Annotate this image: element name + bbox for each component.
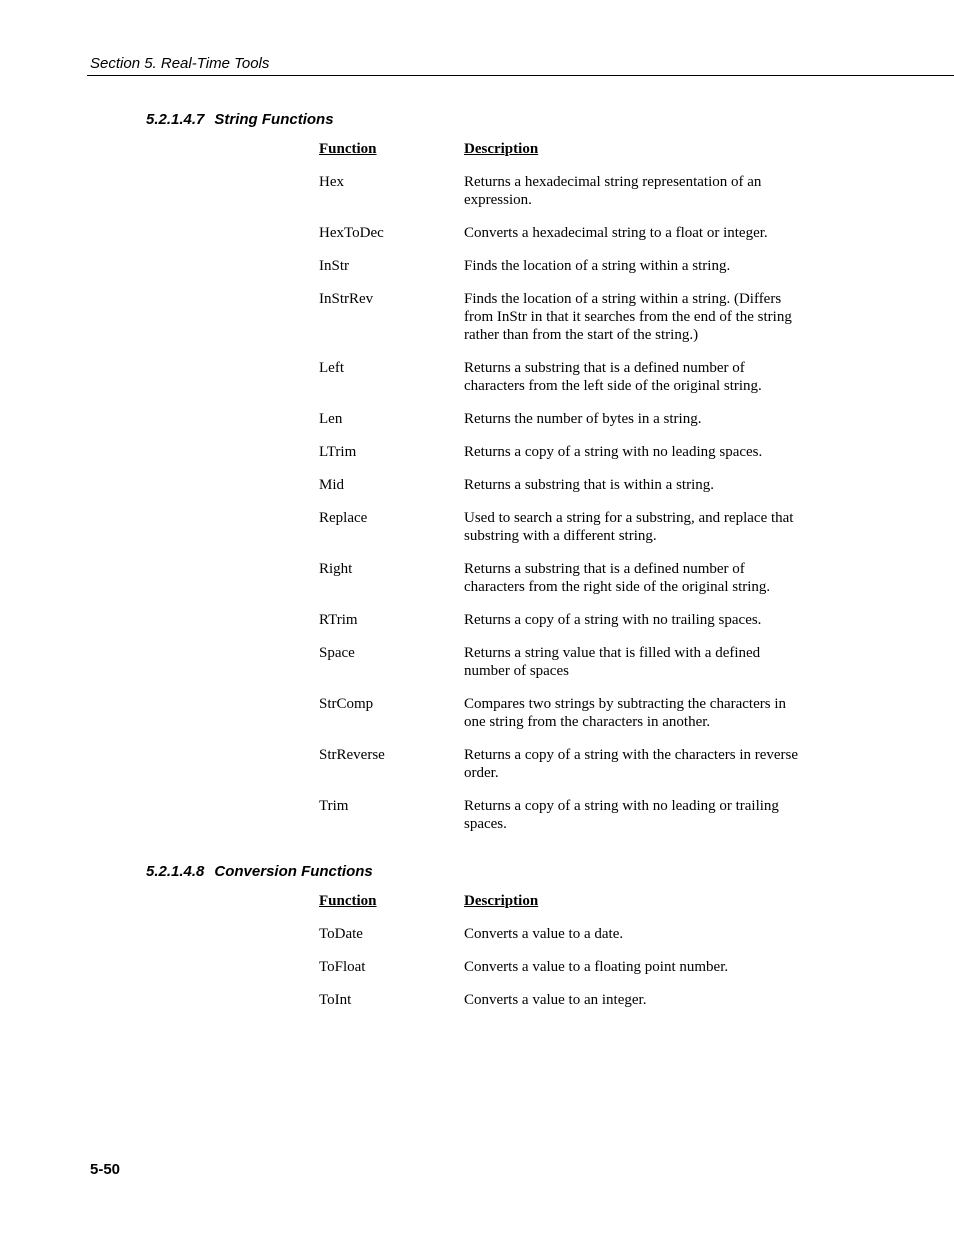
- function-description: [464, 746, 819, 782]
- section-title: String Functions: [214, 111, 334, 128]
- description-line: Returns a copy of a string with no leading or trailing: [464, 798, 779, 814]
- function-description: [464, 443, 819, 461]
- string-functions-table: [319, 140, 819, 833]
- function-description: [464, 359, 819, 395]
- section-heading-conversion-functions: [146, 863, 373, 881]
- function-description: [464, 509, 819, 545]
- table-row: [319, 173, 819, 209]
- function-name: RTrim: [319, 612, 358, 628]
- description-line: Used to search a string for a substring, and replace that: [464, 510, 794, 526]
- table-row: [319, 958, 819, 976]
- description-line: order.: [464, 765, 499, 781]
- description-line: from InStr in that it searches from the end of the string: [464, 309, 792, 325]
- section-title: Conversion Functions: [214, 863, 373, 880]
- header-rule: [87, 75, 954, 76]
- table-row: [319, 925, 819, 943]
- description-line: Finds the location of a string within a string. (Differs: [464, 291, 782, 307]
- description-line: Returns a copy of a string with the characters in reverse: [464, 747, 799, 763]
- function-name: Replace: [319, 510, 368, 526]
- description-line: Returns a substring that is a defined number of: [464, 360, 745, 376]
- table-row: [319, 509, 819, 545]
- section-number: 5.2.1.4.8: [146, 863, 205, 880]
- function-description: [464, 290, 819, 344]
- description-line: Returns a string value that is filled with a defined: [464, 645, 761, 661]
- function-description: [464, 925, 819, 943]
- description-line: Returns a substring that is a defined number of: [464, 561, 745, 577]
- description-line: expression.: [464, 192, 532, 208]
- function-description: [464, 224, 819, 242]
- description-line: one string from the characters in another.: [464, 714, 711, 730]
- function-description: [464, 257, 819, 275]
- function-description: [464, 173, 819, 209]
- function-description: [464, 560, 819, 596]
- section-number: 5.2.1.4.7: [146, 111, 205, 128]
- table-row: [319, 224, 819, 242]
- table-row: [319, 611, 819, 629]
- function-description: [464, 797, 819, 833]
- table-row: [319, 410, 819, 428]
- function-description: [464, 958, 819, 976]
- table-row: [319, 746, 819, 782]
- function-name: Mid: [319, 477, 345, 493]
- description-line: Returns a hexadecimal string representation of an: [464, 174, 762, 190]
- description-line: Converts a value to a floating point number.: [464, 959, 729, 975]
- function-name: LTrim: [319, 444, 357, 460]
- description-line: spaces.: [464, 816, 507, 832]
- description-line: Converts a hexadecimal string to a float or integer.: [464, 225, 768, 241]
- description-line: Returns a copy of a string with no trailing spaces.: [464, 612, 762, 628]
- function-name: Trim: [319, 798, 349, 814]
- table-row: [319, 257, 819, 275]
- running-header: Section 5. Real-Time Tools: [90, 55, 270, 72]
- function-description: [464, 410, 819, 428]
- function-name: Right: [319, 561, 353, 577]
- table-row: [319, 560, 819, 596]
- table-row: [319, 797, 819, 833]
- table-row: [319, 695, 819, 731]
- description-line: Returns a substring that is within a string.: [464, 477, 714, 493]
- function-name: InStrRev: [319, 291, 374, 307]
- description-line: Returns the number of bytes in a string.: [464, 411, 702, 427]
- table-row: [319, 476, 819, 494]
- table-row: [319, 443, 819, 461]
- column-header-description: Description: [464, 893, 539, 909]
- description-line: Converts a value to an integer.: [464, 992, 647, 1008]
- description-line: characters from the right side of the original string.: [464, 579, 771, 595]
- description-line: characters from the left side of the original string.: [464, 378, 762, 394]
- description-line: rather than from the start of the string.): [464, 327, 699, 343]
- column-header-function: Function: [319, 893, 377, 909]
- description-line: number of spaces: [464, 663, 569, 679]
- function-description: [464, 695, 819, 731]
- description-line: Converts a value to a date.: [464, 926, 624, 942]
- function-name: ToDate: [319, 926, 363, 942]
- column-header-description: Description: [464, 141, 539, 157]
- function-name: Left: [319, 360, 344, 376]
- function-name: Len: [319, 411, 343, 427]
- function-name: StrComp: [319, 696, 374, 712]
- function-description: [464, 611, 819, 629]
- description-line: Compares two strings by subtracting the characters in: [464, 696, 787, 712]
- function-description: [464, 991, 819, 1009]
- conversion-functions-table: [319, 892, 819, 1009]
- column-header-function: Function: [319, 141, 377, 157]
- table-row: [319, 991, 819, 1009]
- table-header-row: [319, 892, 819, 910]
- function-name: Hex: [319, 174, 344, 190]
- table-header-row: [319, 140, 819, 158]
- description-line: substring with a different string.: [464, 528, 657, 544]
- function-name: ToInt: [319, 992, 352, 1008]
- table-row: [319, 359, 819, 395]
- description-line: Finds the location of a string within a string.: [464, 258, 731, 274]
- function-description: [464, 644, 819, 680]
- description-line: Returns a copy of a string with no leading spaces.: [464, 444, 763, 460]
- section-heading-string-functions: [146, 111, 334, 129]
- table-row: [319, 290, 819, 344]
- function-description: [464, 476, 819, 494]
- function-name: Space: [319, 645, 355, 661]
- function-name: InStr: [319, 258, 349, 274]
- function-name: HexToDec: [319, 225, 384, 241]
- page-number: 5-50: [90, 1161, 121, 1178]
- function-name: ToFloat: [319, 959, 366, 975]
- function-name: StrReverse: [319, 747, 385, 763]
- table-row: [319, 644, 819, 680]
